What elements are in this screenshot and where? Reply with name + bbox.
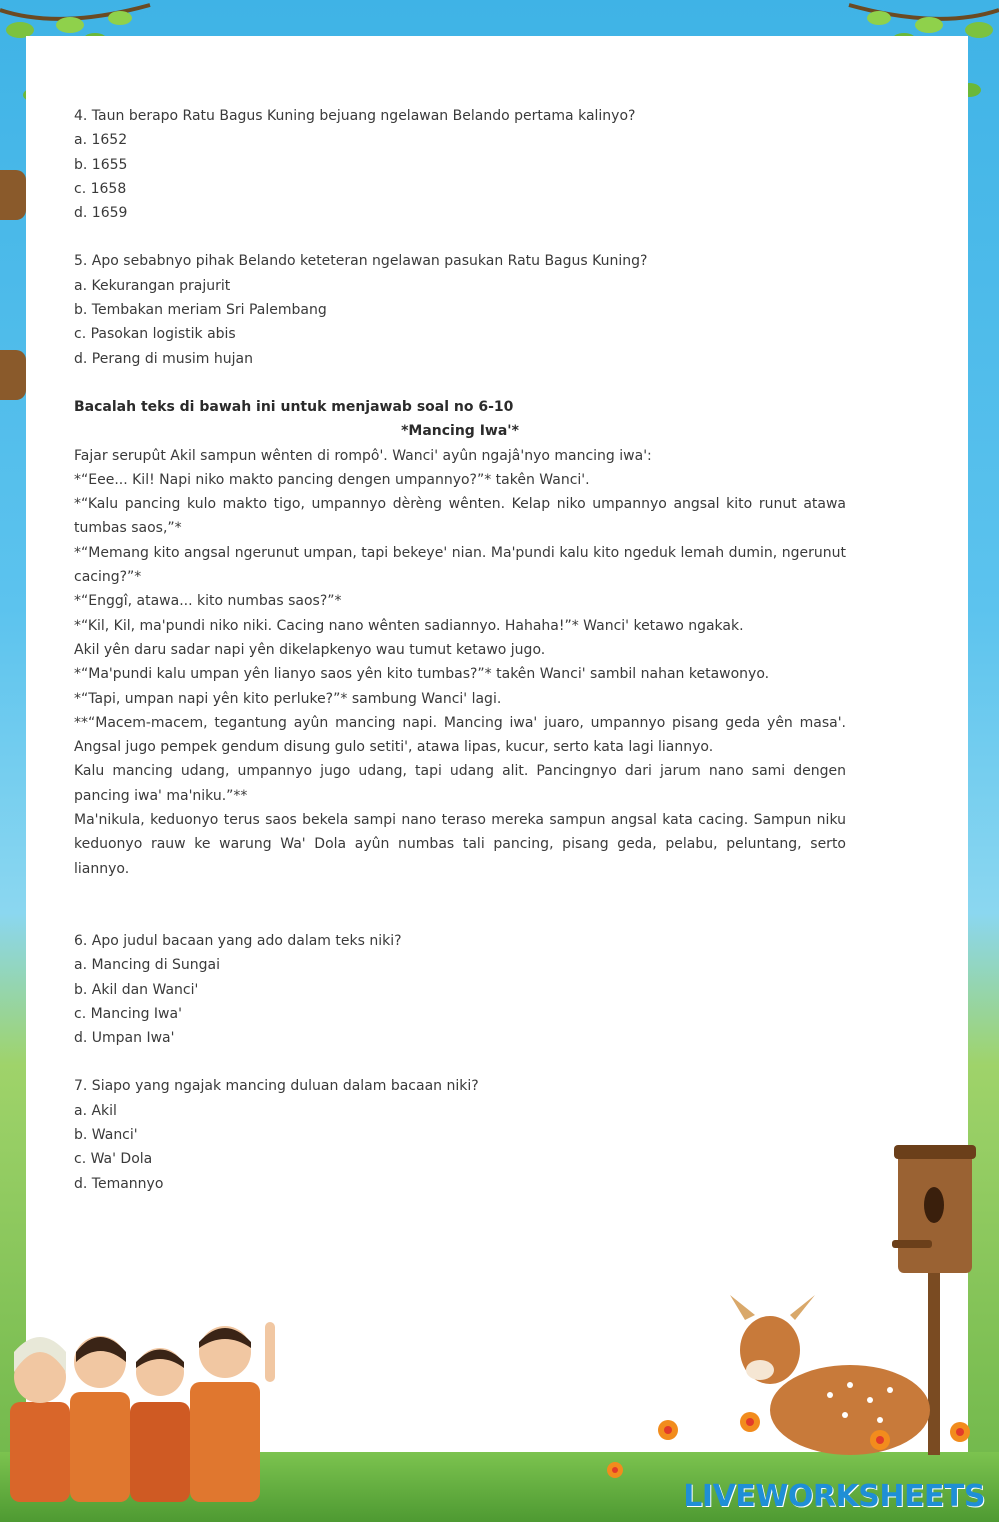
option-c[interactable]: c. Mancing Iwa' [74,1005,182,1022]
option-c[interactable]: c. 1658 [74,180,127,197]
option-c[interactable]: c. Pasokan logistik abis [74,326,236,343]
reading-section [74,395,846,881]
option-c[interactable]: c. Wa' Dola [74,1151,153,1168]
tree-branch [0,350,26,400]
story-paragraph: Kalu mancing udang, umpannyo jugo udang, tapi udang alit. Pancingnyo dari jarum nano sami dengen pancing iwa' ma'niku.”** [74,763,846,804]
flowers-icon [600,1410,990,1480]
tree-branch [0,170,26,220]
story-paragraph: Fajar serupût Akil sampun wênten di rompô'. Wanci' ayûn ngajâ'nyo mancing iwa': [74,447,652,464]
story-paragraph: *“Kil, Kil, ma'pundi niko niki. Cacing nano wênten sadiannyo. Hahaha!”* Wanci' ketawo ngakak. [74,617,744,634]
option-d[interactable]: d. Temannyo [74,1175,164,1192]
option-a[interactable]: a. Mancing di Sungai [74,957,221,974]
option-a[interactable]: a. Akil [74,1102,117,1119]
option-b[interactable]: b. Tembakan meriam Sri Palembang [74,302,327,319]
story-title: *Mancing Iwa'* [401,423,519,440]
story-paragraph: *“Eee... Kil! Napi niko makto pancing dengen umpannyo?”* takên Wanci'. [74,471,590,488]
story-paragraph: Ma'nikula, keduonyo terus saos bekela sampi nano teraso mereka sampun angsal kata cacing. Sampun niku keduonyo rauw ke warung Wa' Dola ayûn numbas tali pancing, pisang geda, pelabu, peluntang, serto liannyo. [74,812,846,877]
question-text: 6. Apo judul bacaan yang ado dalam teks niki? [74,932,402,949]
option-b[interactable]: b. Akil dan Wanci' [74,981,199,998]
reading-instruction: Bacalah teks di bawah ini untuk menjawab soal no 6-10 [74,398,514,415]
story-paragraph: *“Ma'pundi kalu umpan yên lianyo saos yên kito tumbas?”* takên Wanci' sambil nahan ketawonyo. [74,666,770,683]
question-7 [74,1074,846,1195]
story-paragraph: **“Macem-macem, tegantung ayûn mancing napi. Mancing iwa' juaro, umpannyo pisang geda yên masa'. Angsal jugo pempek gendum disung gulo setiti', atawa lipas, kucur, serto kata lagi liannyo. [74,714,846,756]
worksheet-content [74,104,846,1196]
option-b[interactable]: b. 1655 [74,156,128,173]
question-text: 5. Apo sebabnyo pihak Belando keteteran ngelawan pasukan Ratu Bagus Kuning? [74,253,648,270]
option-d[interactable]: d. Perang di musim hujan [74,350,253,367]
story-paragraph: Akil yên daru sadar napi yên dikelapkenyo wau tumut ketawo jugo. [74,641,546,658]
story-paragraph: *“Memang kito angsal ngerunut umpan, tapi bekeye' nian. Ma'pundi kalu kito ngeduk lemah dumin, ngerunut cacing?”* [74,544,846,586]
option-d[interactable]: d. Umpan Iwa' [74,1030,175,1047]
liveworksheets-logo[interactable]: LIVEWORKSHEETS [683,1479,985,1514]
question-4 [74,104,846,225]
story-paragraph: *“Enggî, atawa... kito numbas saos?”* [74,593,342,610]
option-a[interactable]: a. Kekurangan prajurit [74,277,231,294]
question-text: 7. Siapo yang ngajak mancing duluan dalam bacaan niki? [74,1078,479,1095]
question-6 [74,929,846,1050]
students-illustration-icon [0,1292,300,1502]
question-5 [74,249,846,370]
question-text: 4. Taun berapo Ratu Bagus Kuning bejuang ngelawan Belando pertama kalinyo? [74,108,636,124]
story-paragraph: *“Kalu pancing kulo makto tigo, umpannyo dèrèng wênten. Kelap niko umpannyo angsal kito runut atawa tumbas saos,”* [74,496,846,537]
option-b[interactable]: b. Wanci' [74,1126,138,1143]
story-paragraph: *“Tapi, umpan napi yên kito perluke?”* sambung Wanci' lagi. [74,690,502,707]
option-d[interactable]: d. 1659 [74,205,128,222]
option-a[interactable]: a. 1652 [74,132,128,149]
